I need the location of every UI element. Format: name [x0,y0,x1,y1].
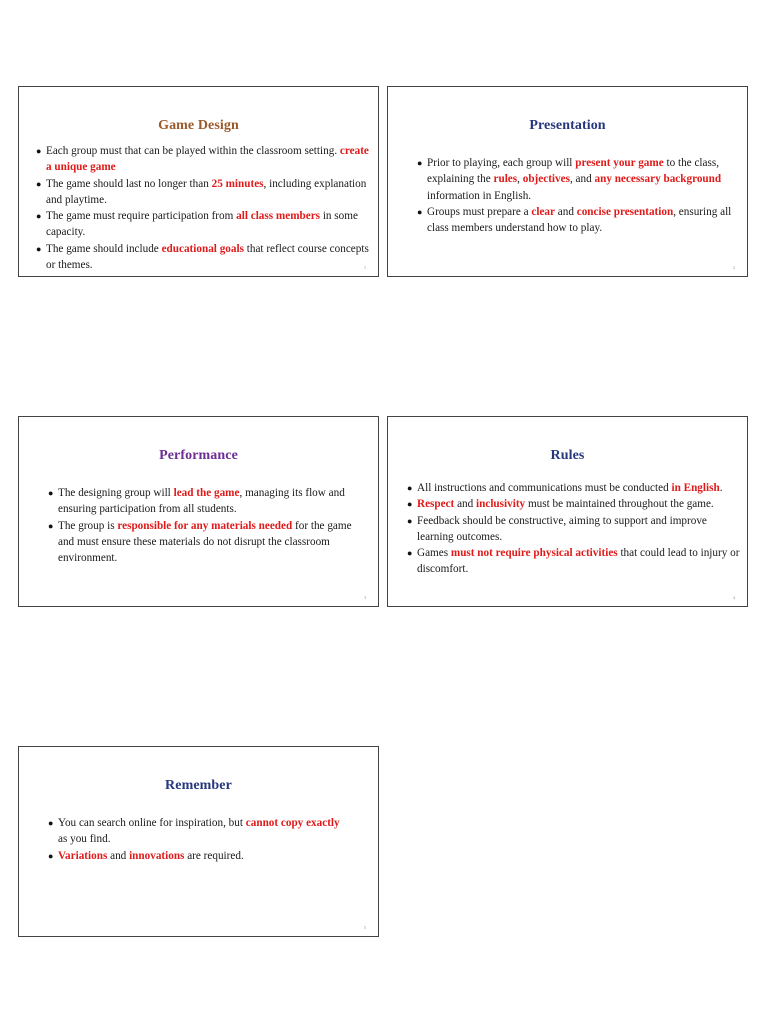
highlighted-text: educational goals [161,242,244,255]
highlighted-text: cannot copy exactly [245,817,340,829]
highlighted-text: present your game [575,157,664,169]
bullet-text: in some capacity. [46,210,358,239]
slide-title: Performance [159,448,238,463]
bullet-text: Prior to playing, each group will [427,157,576,169]
slide-number: 5 [364,925,366,930]
bullet-text: , [517,173,523,186]
bullet-item [407,496,741,512]
highlighted-text: must not require physical activities [450,547,618,560]
bullet-text: and [107,849,130,862]
highlighted-text: responsible for any materials needed [117,519,293,532]
highlighted-text: in English [671,482,720,494]
highlighted-text: all class members [236,210,321,223]
bullet-text: You can search online for inspiration, but [58,817,246,829]
highlighted-text: lead the game [173,487,240,499]
bullet-item [48,815,348,848]
slide-performance [18,416,379,607]
slide-title: Remember [165,778,232,793]
bullet-item [407,480,741,496]
bullet-text: and [555,205,577,218]
slide-number: 4 [733,595,735,600]
slide-number: 3 [364,595,366,600]
slide-game-design [18,86,379,277]
bullet-text: information in English. [427,189,532,202]
bullet-text: The group is [58,519,118,532]
bullet-list [36,143,371,273]
bullet-text: are required. [184,849,244,862]
bullet-item [36,208,371,241]
highlighted-text: any necessary background [594,173,722,186]
bullet-text: that could lead to injury or discomfort. [417,547,740,576]
bullet-item [417,155,739,204]
highlighted-text: Respect [417,498,455,511]
bullet-text: , ensuring all class members understand how to play. [427,205,732,235]
slide-number: 1 [364,265,366,270]
highlighted-text: innovations [129,849,185,862]
bullet-text: The designing group will [58,487,174,499]
highlighted-text: 25 minutes [211,177,264,190]
highlighted-text: create a unique game [46,145,369,174]
highlighted-text: concise presentation [576,205,674,218]
highlighted-text: inclusivity [476,498,526,511]
bullet-item [36,241,371,274]
bullet-text: The game should include [46,242,162,255]
bullet-text: must be maintained throughout the game. [525,498,714,511]
bullet-text: and [454,498,477,511]
bullet-item [48,518,368,567]
highlighted-text: objectives [522,173,570,186]
bullet-list [407,480,741,578]
bullet-item [407,545,741,578]
slide-presentation [387,86,748,277]
bullet-text: for the game and must ensure these materials do not disrupt the classroom environment. [58,519,352,565]
slide-number: 2 [733,265,735,270]
slide-rules [387,416,748,607]
bullet-text: , and [569,173,595,186]
bullet-text: as you find. [58,833,111,846]
slide-title: Game Design [158,118,239,133]
bullet-text: , managing its flow and ensuring participation from all students. [58,487,345,516]
bullet-text: The game must require participation from [46,210,237,223]
slide-remember [18,746,379,937]
bullet-item [48,848,348,864]
bullet-list [48,485,368,566]
bullet-text: . [719,482,723,494]
bullet-text: that reflect course concepts or themes. [46,242,369,272]
bullet-text: to the class, explaining the [427,157,719,186]
bullet-text: Groups must prepare a [427,205,532,218]
bullet-item [417,204,739,237]
bullet-text: , including explanation and playtime. [46,177,367,206]
highlighted-text: rules [493,173,518,186]
bullet-list [417,155,739,236]
bullet-text: Games [417,547,451,560]
bullet-item [36,176,371,209]
slide-title: Rules [550,448,585,463]
bullet-item [48,485,368,518]
highlighted-text: clear [531,205,555,218]
bullet-list [48,815,348,864]
highlighted-text: Variations [58,849,108,862]
bullet-item [36,143,371,176]
slide-title: Presentation [529,118,606,133]
bullet-text: Each group must that can be played within the classroom setting. [46,145,340,157]
bullet-text: Feedback should be constructive, aiming to support and improve learning outcomes. [417,514,707,543]
bullet-text: The game should last no longer than [46,177,212,190]
bullet-text: All instructions and communications must be conducted [417,482,672,494]
bullet-item [407,513,741,546]
